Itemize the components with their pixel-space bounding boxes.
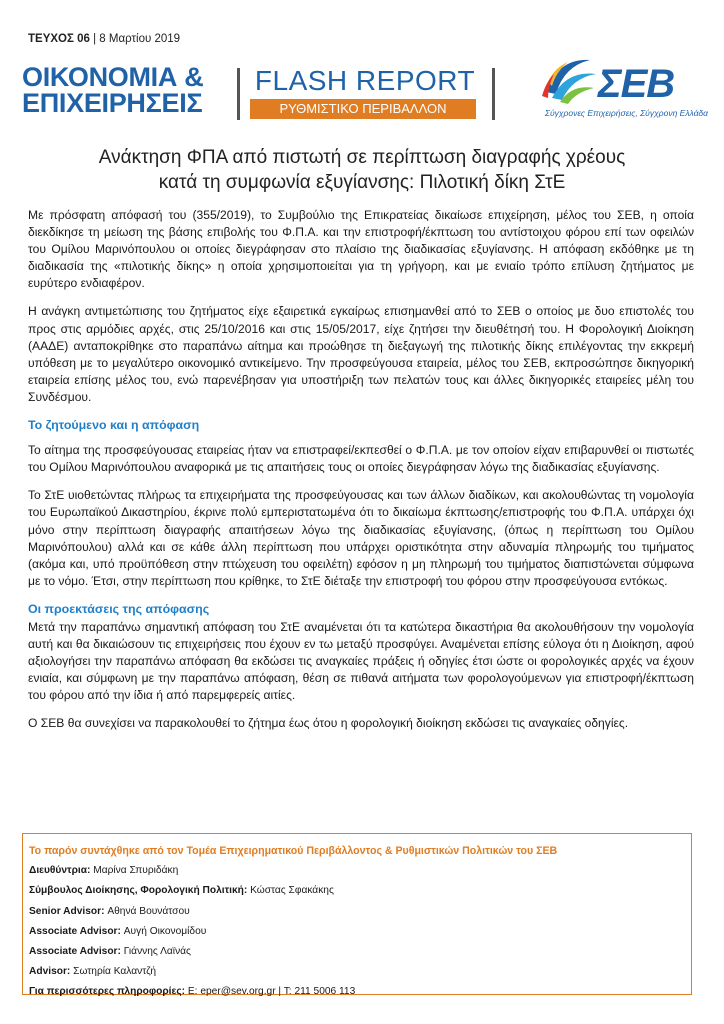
issue-label: ΤΕΥΧΟΣ 06: [28, 33, 90, 45]
credit-row: Advisor: Σωτηρία Καλαντζή: [29, 966, 157, 978]
contact-details[interactable]: E: eper@sev.org.gr | T: 211 5006 113: [187, 986, 356, 998]
report-subtitle: ΡΥΘΜΙΣΤΙΚΟ ΠΕΡΙΒΑΛΛΟΝ: [250, 99, 476, 119]
credit-row: Senior Advisor: Αθηνά Βουνάτσου: [29, 905, 190, 917]
paragraph-6: Ο ΣΕΒ θα συνεχίσει να παρακολουθεί το ζήτημα έως ότου η φορολογική διοίκηση εκδώσει τις αναγκαίες οδηγίες.: [28, 716, 629, 731]
section-heading-implications: Οι προεκτάσεις της απόφασης: [28, 601, 210, 616]
header-divider-left: [237, 68, 240, 120]
credit-row: Associate Advisor: Γιάννης Λαϊνάς: [29, 946, 191, 958]
issue-line: [28, 33, 180, 45]
credit-row: Διευθύντρια: Μαρίνα Σπυριδάκη: [29, 865, 179, 877]
paragraph-5: Μετά την παραπάνω σημαντική απόφαση του ΣτΕ αναμένεται ότι τα κατώτερα δικαστήρια θα ακολουθήσουν την νομολογία αυτή και θα δικαιώσουν τις επιχειρήσεις που έχουν εν τω μεταξύ προσφύγει. Αναμένεται επίσης εύλογα ότι η Διοίκηση, αφού αξιολογήσει την παραπάνω απόφαση θα εκδώσει τις αναγκαίες πράξεις ή οδηγίες έτσι ώστε οι φορολογικές αρχές να έχουν ενιαία, και σύμφωνη με την παραπάνω απόφαση, θέση σε πιθανά αιτήματα των φορολογούμενων για επιστροφή/έκπτωση του φόρου από την ίδια ή από παρεμφερείς αιτίες.: [28, 619, 694, 703]
header-divider-right: [492, 68, 495, 120]
issue-date: 8 Μαρτίου 2019: [99, 33, 181, 45]
section-brand: [22, 64, 230, 116]
contact-row: Για περισσότερες πληροφορίες: E: eper@sev.org.gr | T: 211 5006 113: [29, 986, 356, 998]
paragraph-4: Το ΣτΕ υιοθετώντας πλήρως τα επιχειρήματα της προσφεύγουσας και των άλλων διαδίκων, και ακολουθώντας τη νομολογία του Ευρωπαϊκού Δικαστηρίου, έκρινε πολύ εμπεριστατωμένα ότι το δικαίωμα έκπτωσης/επιστροφής του Φ.Π.Α. υπάρχει όχι μόνο στην περίπτωση διαγραφής απαιτήσεων λόγω της διαδικασίας εξυγίανσης, (όπως η περίπτωση του Ομίλου Μαρινόπουλου) αλλά και σε κάθε άλλη περίπτωση που υπάρχει οριστικότητα στην αδυναμία πληρωμής του τιμήματος (ακόμα και, υπό προϋπόθεση στην πτώχευση του οφειλέτη) εφόσον η μη πληρωμή του τιμήματος διαπιστώνεται σύμφωνα με το νόμο. Έτσι, στην περίπτωση που κρίθηκε, το ΣτΕ διέταξε την επιστροφή του φόρου στην προσφεύγουσα εντόκως.: [28, 488, 694, 588]
article-title-line-2: κατά τη συμφωνία εξυγίανσης: Πιλοτική δίκη ΣτΕ: [158, 172, 566, 193]
paragraph-1: Με πρόσφατη απόφασή του (355/2019), το Συμβούλιο της Επικρατείας δικαίωσε επιχείρηση, μέλος του ΣΕΒ, η οποία διεκδίκησε τη μείωση της βάσης επιβολής του Φ.Π.Α. και την επιστροφή/έκπτωση του αντίστοιχου φόρου επί των οφειλών του Ομίλου Μαρινόπουλου οι οποίες διεγράφησαν στο πλαίσιο της διαδικασίας εξυγίανσης. Η απόφαση εκδόθηκε με τη διαδικασία της «πιλοτικής δίκης» η οποία χρησιμοποιείται για τη γρήγορη, και με ενιαίο τρόπο επίλυση ζητήματος με ευρύτερο ενδιαφέρον.: [28, 208, 694, 291]
footer-title: Το παρόν συντάχθηκε από τον Τομέα Επιχειρηματικού Περιβάλλοντος & Ρυθμιστικών Πολιτικών του ΣΕΒ: [29, 845, 558, 857]
article-body: [28, 207, 694, 744]
sev-logo-mark-icon: [538, 52, 600, 108]
paragraph-2: Η ανάγκη αντιμετώπισης του ζητήματος είχε εξαιρετικά εγκαίρως επισημανθεί από το ΣΕΒ ο οποίος με δυο επιστολές του προς στις αρμόδιες αρχές, στις 25/10/2016 και στις 15/05/2017, είχε ζητήσει την διευθέτησή του. Η Φορολογική Διοίκηση (ΑΑΔΕ) ανταποκρίθηκε στο παραπάνω αίτημα και προώθησε τη διεξαγωγή της πιλοτικής δίκης επιλέγοντας την εκκρεμή υπόθεση με το μεγαλύτερο οικονομικό αντικείμενο. Την προσφεύγουσα εταιρεία, μέλος του ΣΕΒ, εκπροσώπησε δικηγορική εταιρεία επίσης μέλος του, ενώ παρενέβησαν για υποστήριξη των πελατών τους και άλλες δικηγορικές εταιρείες μέλη του Συνδέσμου.: [28, 304, 694, 404]
logo-tagline: Σύγχρονες Επιχειρήσεις, Σύγχρονη Ελλάδα: [544, 108, 708, 118]
paragraph-3: Το αίτημα της προσφεύγουσας εταιρείας ήταν να επιστραφεί/εκπεσθεί ο Φ.Π.Α. με τον οποίον είχαν επιβαρυνθεί οι πιστωτές του Ομίλου Μαρινόπουλου αναφορικά με τις απαιτήσεις τους οι οποίες διεγράφησαν λόγω της διαδικασίας εξυγίανσης.: [28, 443, 694, 475]
footer-credits-box: [22, 833, 692, 998]
article-title: [34, 145, 690, 195]
credit-row: Associate Advisor: Αυγή Οικονομίδου: [29, 925, 207, 937]
report-title: FLASH REPORT: [254, 65, 476, 96]
logo-wordmark: ΣΕΒ: [598, 62, 675, 106]
issue-separator: |: [93, 33, 97, 45]
brand-line-1: ΟΙΚΟΝΟΜΙΑ &: [22, 62, 204, 92]
brand-line-2: ΕΠΙΧΕΙΡΗΣΕΙΣ: [22, 88, 203, 118]
section-heading-request: Το ζητούμενο και η απόφαση: [28, 418, 200, 433]
sev-logo: [538, 52, 708, 122]
credit-row: Σύμβουλος Διοίκησης, Φορολογική Πολιτική: Κώστας Σφακάκης: [29, 885, 334, 897]
article-title-line-1: Ανάκτηση ΦΠΑ από πιστωτή σε περίπτωση διαγραφής χρέους: [98, 147, 626, 168]
